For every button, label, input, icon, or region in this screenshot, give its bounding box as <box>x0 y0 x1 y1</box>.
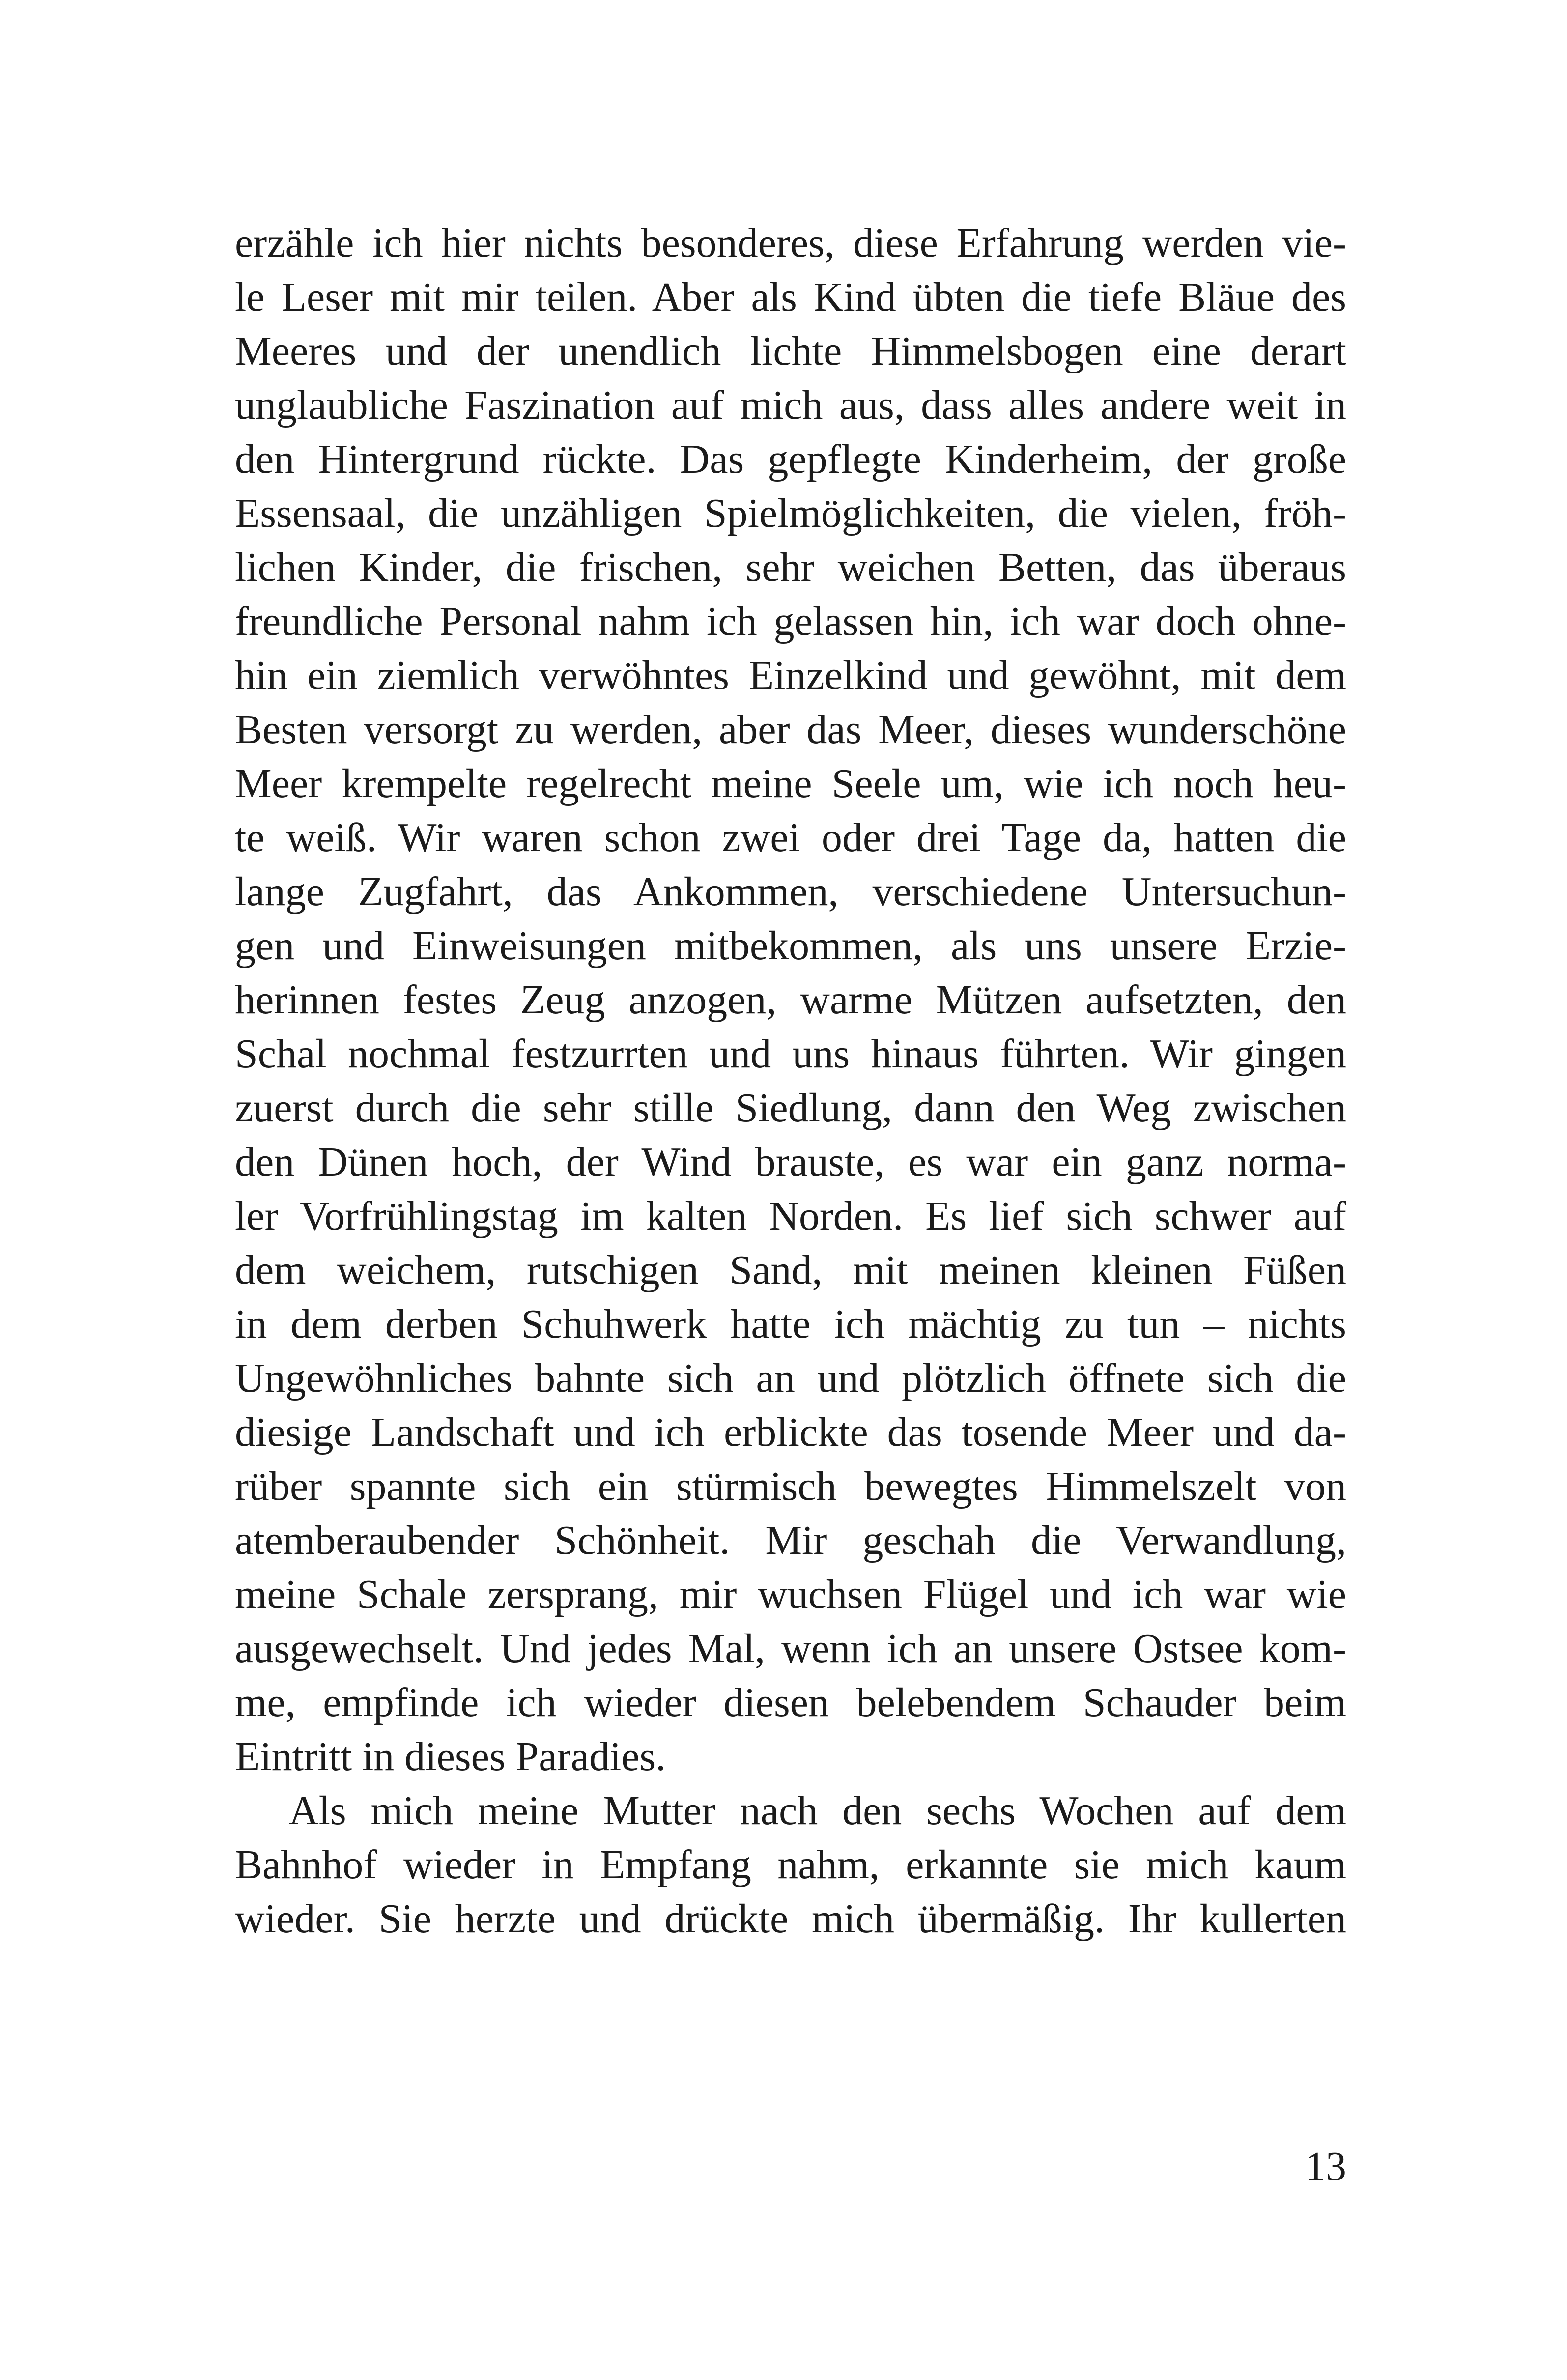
text-line: gen und Einweisungen mitbekommen, als uns unsere Erzie- <box>235 923 1346 969</box>
text-line: me, empfinde ich wieder diesen belebendem Schauder beim <box>235 1680 1346 1725</box>
text-line: lichen Kinder, die frischen, sehr weichen Betten, das überaus <box>235 545 1346 590</box>
text-line: unglaubliche Faszination auf mich aus, dass alles andere weit in <box>235 382 1346 428</box>
text-line: Essensaal, die unzähligen Spielmöglichkeiten, die vielen, fröh- <box>235 490 1346 536</box>
text-line: den Dünen hoch, der Wind brauste, es war ein ganz norma- <box>235 1139 1346 1185</box>
text-line: in dem derben Schuhwerk hatte ich mächtig zu tun – nichts <box>235 1301 1346 1347</box>
text-line: erzähle ich hier nichts besonderes, diese Erfahrung werden vie- <box>235 220 1346 266</box>
text-line: le Leser mit mir teilen. Aber als Kind übten die tiefe Bläue des <box>235 274 1346 320</box>
page-number: 13 <box>1305 2144 1346 2189</box>
text-line: Meeres und der unendlich lichte Himmelsbogen eine derart <box>235 328 1346 374</box>
text-line: rüber spannte sich ein stürmisch bewegtes Himmelszelt von <box>235 1463 1346 1509</box>
text-line: herinnen festes Zeug anzogen, warme Mützen aufsetzten, den <box>235 977 1346 1023</box>
text-line: Schal nochmal festzurrten und uns hinaus führten. Wir gingen <box>235 1031 1346 1077</box>
text-line: Eintritt in dieses Paradies. <box>235 1734 666 1779</box>
text-line: den Hintergrund rückte. Das gepflegte Kinderheim, der große <box>235 436 1346 482</box>
text-line: te weiß. Wir waren schon zwei oder drei Tage da, hatten die <box>235 815 1346 860</box>
text-line: wieder. Sie herzte und drückte mich übermäßig. Ihr kullerten <box>235 1896 1346 1942</box>
text-line: freundliche Personal nahm ich gelassen hin, ich war doch ohne- <box>235 599 1346 644</box>
text-line: dem weichem, rutschigen Sand, mit meinen kleinen Füßen <box>235 1247 1346 1293</box>
text-line: Bahnhof wieder in Empfang nahm, erkannte sie mich kaum <box>235 1842 1346 1888</box>
text-line: Besten versorgt zu werden, aber das Meer, dieses wunderschöne <box>235 707 1346 752</box>
text-line: hin ein ziemlich verwöhntes Einzelkind und gewöhnt, mit dem <box>235 653 1346 698</box>
text-line: ausgewechselt. Und jedes Mal, wenn ich an unsere Ostsee kom- <box>235 1626 1346 1671</box>
text-line: meine Schale zersprang, mir wuchsen Flügel und ich war wie <box>235 1572 1346 1617</box>
text-line: atemberaubender Schönheit. Mir geschah die Verwandlung, <box>235 1518 1346 1563</box>
text-line: zuerst durch die sehr stille Siedlung, dann den Weg zwischen <box>235 1085 1346 1131</box>
text-line: Meer krempelte regelrecht meine Seele um, wie ich noch heu- <box>235 761 1346 806</box>
text-line: Ungewöhnliches bahnte sich an und plötzlich öffnete sich die <box>235 1355 1346 1401</box>
text-line: ler Vorfrühlingstag im kalten Norden. Es lief sich schwer auf <box>235 1193 1346 1239</box>
text-line: Als mich meine Mutter nach den sechs Wochen auf dem <box>289 1788 1346 1834</box>
text-line: diesige Landschaft und ich erblickte das tosende Meer und da- <box>235 1409 1346 1455</box>
text-line: lange Zugfahrt, das Ankommen, verschiedene Untersuchun- <box>235 869 1346 915</box>
